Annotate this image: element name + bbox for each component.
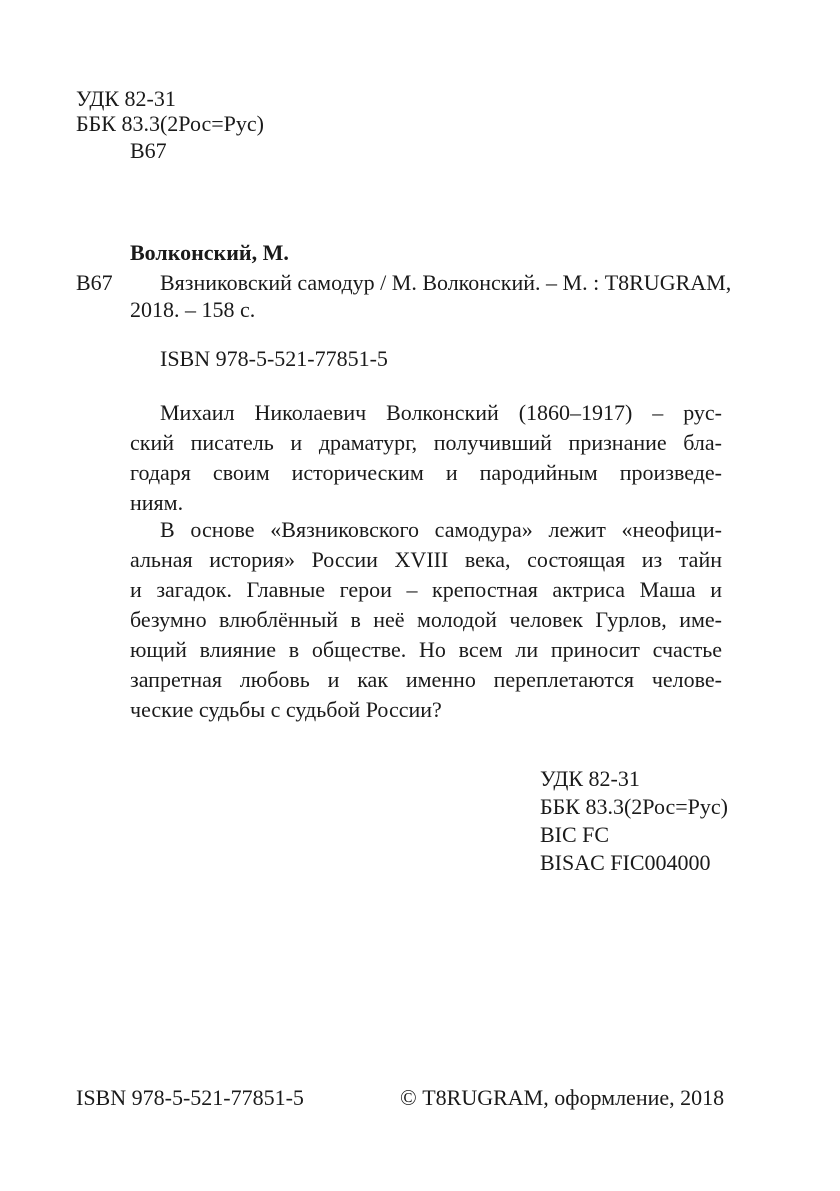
annotation-line: ющий влияние в обществе. Но всем ли приносит счастье: [130, 637, 722, 662]
catalog-mark: В67: [76, 270, 113, 295]
annotation-line: годаря своим историческим и пародийным произведе-: [130, 460, 722, 485]
annotation-line: и загадок. Главные герои – крепостная актриса Маша и: [130, 577, 722, 602]
catalog-isbn: ISBN 978-5-521-77851-5: [160, 346, 388, 371]
classification-bbk: ББК 83.3(2Рос=Рус): [540, 794, 728, 819]
annotation-paragraph-1: [130, 398, 722, 518]
classification-udk: УДК 82-31: [540, 766, 640, 791]
classification-bisac: BISAC FIC004000: [540, 850, 711, 875]
header-author-mark: В67: [130, 138, 167, 163]
catalog-title-line-2: 2018. – 158 с.: [130, 297, 256, 322]
annotation-line: В основе «Вязниковского самодура» лежит «неофици-: [160, 517, 722, 542]
annotation-line: ческие судьбы с судьбой России?: [130, 697, 442, 722]
header-bbk: ББК 83.3(2Рос=Рус): [76, 111, 264, 136]
header-udk: УДК 82-31: [76, 86, 176, 111]
annotation-line: ский писатель и драматург, получивший признание бла-: [130, 430, 722, 455]
classification-bic: BIC FC: [540, 822, 610, 847]
catalog-title-line-1: Вязниковский самодур / М. Волконский. – М. : Т8RUGRAM,: [160, 270, 732, 295]
annotation-line: альная история» России XVIII века, состоящая из тайн: [130, 547, 722, 572]
annotation-line: безумно влюблённый в неё молодой человек Гурлов, име-: [130, 607, 722, 632]
footer-copyright: © Т8RUGRAM, оформление, 2018: [400, 1085, 725, 1110]
annotation-line: запретная любовь и как именно переплетаются челове-: [130, 667, 722, 692]
annotation-line: ниям.: [130, 490, 184, 515]
annotation-paragraph-2: [130, 515, 722, 725]
footer-isbn: ISBN 978-5-521-77851-5: [76, 1085, 304, 1110]
annotation-line: Михаил Николаевич Волконский (1860–1917) – рус-: [160, 400, 722, 425]
catalog-author: Волконский, М.: [130, 240, 289, 265]
